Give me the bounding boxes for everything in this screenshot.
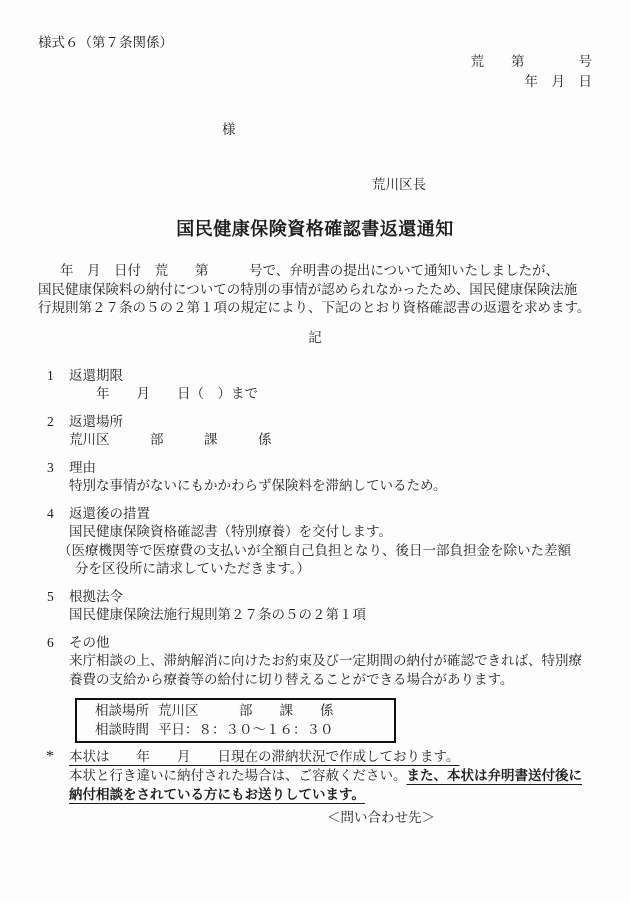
list-item-measures-after-return: [38, 505, 592, 579]
footnote-emphasis: 納付相談をされている方にもお送りしています。: [69, 787, 365, 802]
footnote-line: [69, 766, 592, 785]
consultation-place-label: 相談場所: [95, 703, 149, 718]
item-line: 来庁相談の上、滞納解消に向けたお約束及び一定期間の納付が確認できれば、特別療: [69, 653, 582, 668]
consultation-place-value: 荒川区 部 課 係: [158, 703, 334, 718]
asterisk-marker: *: [46, 748, 54, 765]
item-number: 2: [47, 413, 54, 429]
document-date-line: 年 月 日: [524, 74, 592, 89]
item-heading: 根拠法令: [69, 588, 123, 604]
list-item-return-place: [38, 413, 592, 450]
item-line: 国民健康保険法施行規則第２７条の５の２第１項: [69, 607, 366, 622]
item-number: 5: [47, 588, 54, 604]
item-heading: 理由: [69, 459, 96, 475]
list-item-other: [38, 634, 592, 690]
footnote-line: [69, 785, 592, 804]
consultation-time-value: 平日：８：３０～１６：３０: [158, 721, 334, 737]
list-item-reason: [38, 459, 592, 496]
document-number-line: 荒 第 号: [470, 54, 592, 69]
numbered-list: [38, 367, 592, 690]
consultation-time-label: 相談時間: [95, 721, 149, 737]
document-title: 国民健康保険資格確認書返還通知: [176, 219, 454, 239]
item-line: 特別な事情がないにもかかわらず保険料を滞納しているため。: [69, 478, 447, 493]
item-heading: その他: [69, 634, 110, 650]
list-item-return-deadline: [38, 367, 592, 404]
consultation-place-row: [95, 702, 394, 721]
document-number-block: [38, 52, 592, 92]
item-line: 国民健康保険資格確認書（特別療養）を交付します。: [69, 524, 392, 539]
item-line: 養費の支給から療養等の給付に切り替えることができる場合があります。: [69, 671, 514, 687]
list-item-legal-basis: [38, 588, 592, 625]
form-id: 様式６（第７条関係）: [38, 35, 173, 50]
item-line: 分を区役所に請求していただきます。）: [75, 561, 311, 576]
item-number: 4: [47, 505, 54, 521]
footnote-block: [38, 747, 592, 804]
item-heading: 返還期限: [69, 367, 123, 383]
item-line: 年 月 日（ ）まで: [96, 386, 258, 401]
item-heading: 返還場所: [69, 413, 123, 429]
footnote-line: 本状は 年 月 日現在の滞納状況で作成しております。: [69, 749, 460, 764]
consultation-time-row: [95, 721, 394, 740]
contact-heading: ＜問い合わせ先＞: [327, 810, 435, 825]
body-paragraph-line: 行規則第２７条の５の２第１項の規定により、下記のとおり資格確認書の返還を求めます。: [38, 300, 591, 315]
addressee-line: [38, 120, 592, 139]
item-line: （医療機関等で医療費の支払いが全額自己負担となり、後日一部負担金を除いた差額: [58, 542, 571, 558]
item-number: 3: [47, 459, 54, 475]
item-number: 6: [47, 634, 54, 650]
body-paragraph: [38, 262, 592, 318]
consultation-box: [75, 698, 396, 743]
sender-name: 荒川区長: [372, 177, 426, 192]
footnote-text: 本状と行き違いに納付された場合は、ご容赦ください。: [69, 768, 407, 783]
item-number: 1: [47, 367, 54, 383]
body-paragraph-line: 国民健康保険料の納付についての特別の事情が認められなかったため、国民健康保険法施: [38, 281, 578, 297]
body-paragraph-line: 年 月 日付 荒 第 号で、弁明書の提出について通知いたしましたが、: [60, 263, 559, 278]
addressee-honorific: 様: [222, 122, 236, 137]
ki-marker: 記: [308, 329, 322, 345]
footnote-emphasis: また、本状は弁明書送付後に: [406, 768, 582, 783]
item-line: 荒川区 部 課 係: [69, 432, 272, 447]
item-heading: 返還後の措置: [69, 505, 150, 521]
